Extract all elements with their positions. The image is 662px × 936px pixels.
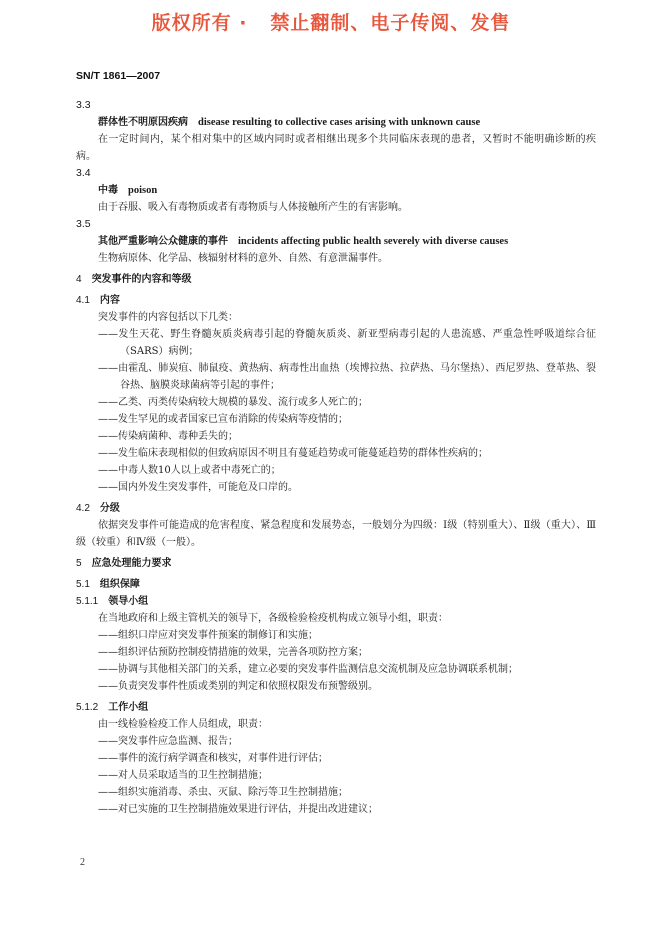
term-heading xyxy=(76,182,596,199)
section-title: 内容 xyxy=(99,295,120,306)
list-item: ——对已实施的卫生控制措施效果进行评估，并提出改进建议； xyxy=(98,804,378,815)
subsection-heading xyxy=(76,699,596,716)
section-title: 工作小组 xyxy=(108,702,149,713)
section-heading xyxy=(76,271,596,288)
term-english: disease resulting to collective cases arising with unknown cause xyxy=(198,117,481,128)
subsection-heading xyxy=(76,593,596,610)
list-item: ——国内外发生突发事件，可能危及口岸的。 xyxy=(98,482,298,493)
list-item: ——突发事件应急监测、报告； xyxy=(98,736,238,747)
subsection-heading xyxy=(76,576,596,593)
section-number: 4.2 xyxy=(76,503,90,514)
page-number: 2 xyxy=(80,857,85,868)
clause-number: 3.4 xyxy=(76,167,91,179)
document-code: SN/T 1861—2007 xyxy=(76,70,161,82)
term-definition: 在一定时间内，某个相对集中的区域内同时或者相继出现多个共同临床表现的患者，又暂时不能明确诊断的疾病。 xyxy=(76,134,596,162)
section-number: 5.1 xyxy=(76,579,90,590)
clause-number: 3.5 xyxy=(76,218,91,230)
list-item: ——发生临床表现相似的但致病原因不明且有蔓延趋势或可能蔓延趋势的群体性疾病的； xyxy=(98,448,488,459)
list-item: ——组织实施消毒、杀虫、灭鼠、除污等卫生控制措施； xyxy=(98,787,348,798)
section-number: 5.1.1 xyxy=(76,596,99,607)
section-number: 5 xyxy=(76,558,82,569)
section-title: 突发事件的内容和等级 xyxy=(91,274,192,285)
term-english: incidents affecting public health severely with diverse causes xyxy=(238,236,509,247)
list-item: ——组织评估预防控制疫情措施的效果，完善各项防控方案； xyxy=(98,647,368,658)
section-number: 4.1 xyxy=(76,295,90,306)
list-item: ——乙类、丙类传染病较大规模的暴发、流行或多人死亡的； xyxy=(98,397,368,408)
term-definition: 由于吞服、吸入有毒物质或者有毒物质与人体接触所产生的有害影响。 xyxy=(98,202,408,213)
section-title: 应急处理能力要求 xyxy=(91,558,172,569)
list-item: ——组织口岸应对突发事件预案的制修订和实施； xyxy=(98,630,318,641)
document-body xyxy=(76,97,596,818)
list-item: ——中毒人数10人以上或者中毒死亡的； xyxy=(98,465,281,476)
term-heading xyxy=(76,114,596,131)
subsection-heading xyxy=(76,292,596,309)
term-chinese: 其他严重影响公众健康的事件 xyxy=(98,236,228,247)
section-title: 组织保障 xyxy=(99,579,140,590)
list-item: ——对人员采取适当的卫生控制措施； xyxy=(98,770,268,781)
list-item: ——事件的流行病学调查和核实，对事件进行评估； xyxy=(98,753,328,764)
section-intro: 由一线检验检疫工作人员组成，职责： xyxy=(98,719,268,730)
term-heading xyxy=(76,233,596,250)
list-item: ——由霍乱、肺炭疽、肺鼠疫、黄热病、病毒性出血热（埃博拉热、拉萨热、马尔堡热）、西尼罗热、登革热、裂谷热、脑膜炎球菌病等引起的事件； xyxy=(98,363,596,391)
section-title: 领导小组 xyxy=(108,596,149,607)
section-number: 5.1.2 xyxy=(76,702,99,713)
list-item: ——协调与其他相关部门的关系，建立必要的突发事件监测信息交流机制及应急协调联系机制； xyxy=(98,664,518,675)
term-chinese: 中毒 xyxy=(98,185,118,196)
list-item: ——发生罕见的或者国家已宣布消除的传染病等疫情的； xyxy=(98,414,348,425)
section-intro: 在当地政府和上级主管机关的领导下，各级检验检疫机构成立领导小组，职责： xyxy=(98,613,448,624)
list-item: ——传染病菌种、毒种丢失的； xyxy=(98,431,238,442)
section-number: 4 xyxy=(76,274,82,285)
term-english: poison xyxy=(128,185,158,196)
section-title: 分级 xyxy=(99,503,120,514)
copyright-watermark: 版权所有 · 禁止翻制、电子传阅、发售 xyxy=(151,12,511,34)
list-item: ——发生天花、野生脊髓灰质炎病毒引起的脊髓灰质炎、新亚型病毒引起的人患流感、严重急性呼吸道综合征（SARS）病例； xyxy=(98,329,596,357)
section-intro: 突发事件的内容包括以下几类： xyxy=(98,312,238,323)
term-definition: 生物病原体、化学品、核辐射材料的意外、自然、有意泄漏事件。 xyxy=(98,253,388,264)
term-chinese: 群体性不明原因疾病 xyxy=(98,117,188,128)
section-heading xyxy=(76,555,596,572)
section-paragraph: 依据突发事件可能造成的危害程度、紧急程度和发展势态，一般划分为四级：Ⅰ级（特别重大）、Ⅱ级（重大）、Ⅲ级（较重）和Ⅳ级（一般）。 xyxy=(76,520,596,548)
subsection-heading xyxy=(76,500,596,517)
list-item: ——负责突发事件性质或类别的判定和依照权限发布预警级别。 xyxy=(98,681,378,692)
clause-number: 3.3 xyxy=(76,99,91,111)
